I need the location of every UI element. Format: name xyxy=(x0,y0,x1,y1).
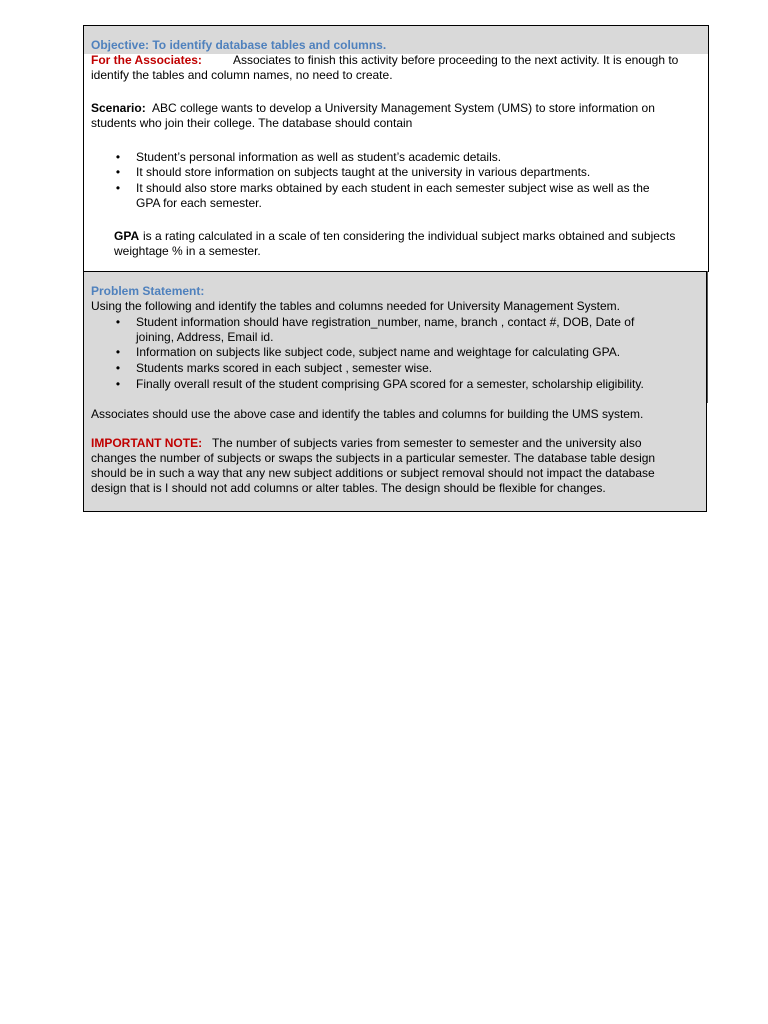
instructions-section xyxy=(83,54,709,272)
important-note-text: The number of subjects varies from semester to semester and the university also xyxy=(212,436,642,450)
problem-bullet: Student information should have registration_number, name, branch , contact #, DOB, Date of xyxy=(136,315,635,329)
important-note-text: design that is I should not add columns or alter tables. The design should be flexible for changes. xyxy=(91,481,606,495)
bullet-icon: • xyxy=(115,165,121,179)
important-note-label: IMPORTANT NOTE: xyxy=(91,436,203,450)
objective-header xyxy=(83,25,709,55)
scenario-bullet: It should also store marks obtained by each student in each semester subject wise as well as the xyxy=(136,181,650,195)
scenario-bullet: It should store information on subjects taught at the university in various departments. xyxy=(136,165,591,179)
gpa-text-2: weightage % in a semester. xyxy=(114,244,261,258)
objective-title: Objective: To identify database tables and columns. xyxy=(91,38,387,52)
important-note-text: should be in such a way that any new subject additions or subject removal should not impact the database xyxy=(91,466,655,480)
scenario-bullet: Student’s personal information as well as student’s academic details. xyxy=(136,150,502,164)
divider xyxy=(707,271,710,403)
associates-text-1: Associates to finish this activity before proceeding to the next activity. It is enough to xyxy=(233,53,679,67)
associates-text-2: identify the tables and column names, no need to create. xyxy=(91,68,393,82)
problem-heading: Problem Statement: xyxy=(91,284,205,298)
associates-label: For the Associates: xyxy=(91,53,202,67)
problem-bullet: Students marks scored in each subject , semester wise. xyxy=(136,361,433,375)
bullet-icon: • xyxy=(115,345,121,359)
problem-bullet: Information on subjects like subject code, subject name and weightage for calculating GPA. xyxy=(136,345,621,359)
problem-bullet: Finally overall result of the student comprising GPA scored for a semester, scholarship eligibility. xyxy=(136,377,644,391)
scenario-label: Scenario: xyxy=(91,101,146,115)
bullet-icon: • xyxy=(115,181,121,195)
bullet-icon: • xyxy=(115,150,121,164)
bullet-icon: • xyxy=(115,361,121,375)
bullet-icon: • xyxy=(115,315,121,329)
scenario-text-1: ABC college wants to develop a University Management System (UMS) to store information on xyxy=(152,101,655,115)
problem-bullet-continued: joining, Address, Email id. xyxy=(136,330,274,344)
associates-instruction: Associates should use the above case and identify the tables and columns for building the UMS system. xyxy=(91,407,644,421)
scenario-bullet-continued: GPA for each semester. xyxy=(136,196,262,210)
bullet-icon: • xyxy=(115,377,121,391)
scenario-text-2: students who join their college. The database should contain xyxy=(91,116,413,130)
problem-intro: Using the following and identify the tables and columns needed for University Management System. xyxy=(91,299,620,313)
important-note-text: changes the number of subjects or swaps the subjects in a particular semester. The database table design xyxy=(91,451,656,465)
gpa-label: GPA xyxy=(114,229,140,243)
gpa-text-1: is a rating calculated in a scale of ten considering the individual subject marks obtained and subjects xyxy=(143,229,676,243)
problem-statement-section xyxy=(83,271,707,512)
